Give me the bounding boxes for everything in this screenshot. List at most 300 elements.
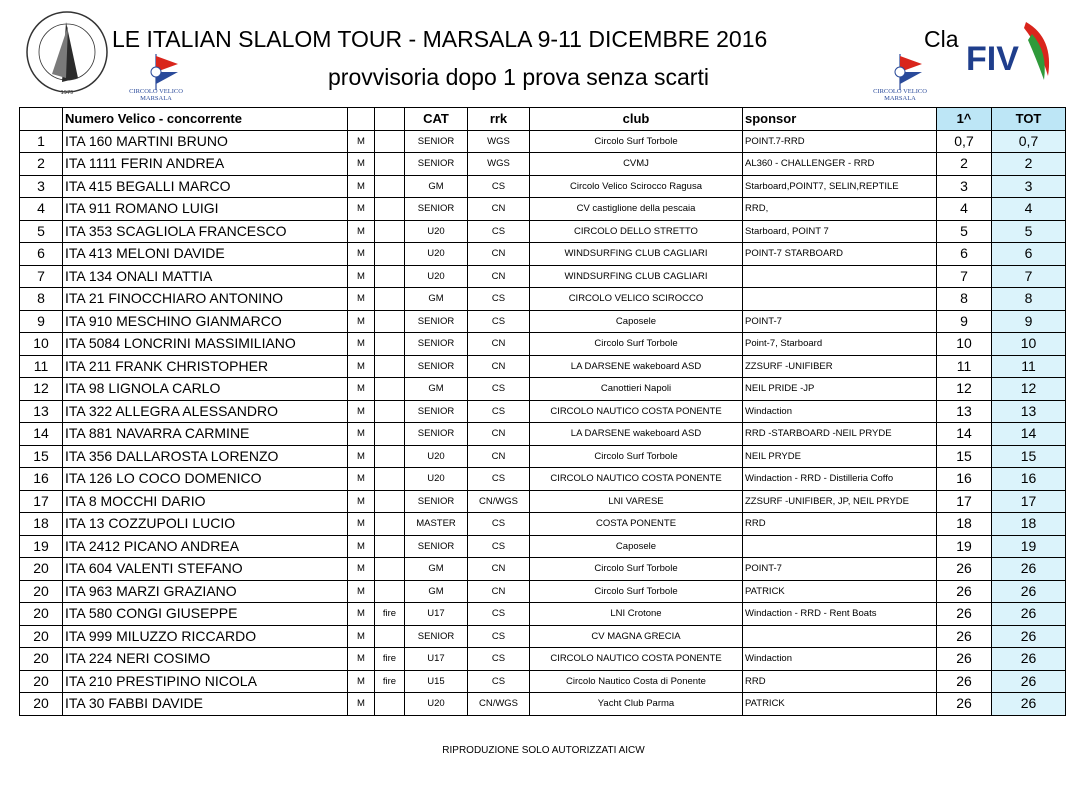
- cell-sex: M: [348, 333, 375, 356]
- cell-cat: SENIOR: [405, 535, 468, 558]
- cell-pos: 18: [20, 513, 63, 536]
- cell-cat: SENIOR: [405, 198, 468, 221]
- cell-tot: 18: [992, 513, 1066, 536]
- cell-cat: U15: [405, 670, 468, 693]
- cell-race1: 2: [937, 153, 992, 176]
- cell-cat: SENIOR: [405, 310, 468, 333]
- cell-pos: 20: [20, 625, 63, 648]
- cell-sex: M: [348, 220, 375, 243]
- cell-tot: 5: [992, 220, 1066, 243]
- cell-cat: GM: [405, 580, 468, 603]
- table-row: [20, 243, 1066, 266]
- cell-sponsor: POINT-7: [743, 558, 937, 581]
- cell-club: Circolo Nautico Costa di Ponente: [530, 670, 743, 693]
- cell-rrk: CN/WGS: [468, 490, 530, 513]
- cell-cat: GM: [405, 288, 468, 311]
- cell-rrk: CS: [468, 535, 530, 558]
- table-row: [20, 333, 1066, 356]
- cell-fire: [375, 153, 405, 176]
- header-club: club: [530, 108, 743, 131]
- cell-rrk: CN: [468, 355, 530, 378]
- cell-cat: GM: [405, 378, 468, 401]
- cell-club: LNI Crotone: [530, 603, 743, 626]
- cell-cat: U17: [405, 648, 468, 671]
- table-row: [20, 648, 1066, 671]
- header-rrk: rrk: [468, 108, 530, 131]
- cell-sponsor: Starboard, POINT 7: [743, 220, 937, 243]
- cell-name: ITA 963 MARZI GRAZIANO: [63, 580, 348, 603]
- cell-rrk: CS: [468, 310, 530, 333]
- cell-cat: U20: [405, 220, 468, 243]
- cell-pos: 16: [20, 468, 63, 491]
- cell-name: ITA 8 MOCCHI DARIO: [63, 490, 348, 513]
- cell-race1: 15: [937, 445, 992, 468]
- cell-tot: 4: [992, 198, 1066, 221]
- cell-fire: fire: [375, 603, 405, 626]
- cell-name: ITA 126 LO COCO DOMENICO: [63, 468, 348, 491]
- cell-name: ITA 98 LIGNOLA CARLO: [63, 378, 348, 401]
- cell-sex: M: [348, 175, 375, 198]
- cell-cat: U20: [405, 243, 468, 266]
- cell-pos: 17: [20, 490, 63, 513]
- cell-tot: 0,7: [992, 130, 1066, 153]
- cell-cat: U20: [405, 265, 468, 288]
- cell-rrk: CS: [468, 670, 530, 693]
- cell-name: ITA 5084 LONCRINI MASSIMILIANO: [63, 333, 348, 356]
- cell-sponsor: RRD -STARBOARD -NEIL PRYDE: [743, 423, 937, 446]
- cell-pos: 11: [20, 355, 63, 378]
- cell-name: ITA 910 MESCHINO GIANMARCO: [63, 310, 348, 333]
- cell-club: Circolo Surf Torbole: [530, 580, 743, 603]
- cell-race1: 18: [937, 513, 992, 536]
- cell-sex: M: [348, 265, 375, 288]
- cell-club: CVMJ: [530, 153, 743, 176]
- cell-name: ITA 224 NERI COSIMO: [63, 648, 348, 671]
- cell-sex: M: [348, 625, 375, 648]
- cell-fire: [375, 288, 405, 311]
- cell-sex: M: [348, 400, 375, 423]
- cell-sponsor: Windaction - RRD - Distilleria Coffo: [743, 468, 937, 491]
- cell-fire: [375, 445, 405, 468]
- table-row: [20, 175, 1066, 198]
- cell-rrk: CN: [468, 423, 530, 446]
- cell-sex: M: [348, 490, 375, 513]
- cell-tot: 2: [992, 153, 1066, 176]
- header-sponsor: sponsor: [743, 108, 937, 131]
- cell-sponsor: ZZSURF -UNIFIBER, JP, NEIL PRYDE: [743, 490, 937, 513]
- cell-race1: 10: [937, 333, 992, 356]
- cell-race1: 9: [937, 310, 992, 333]
- cell-sponsor: Windaction - RRD - Rent Boats: [743, 603, 937, 626]
- table-row: [20, 130, 1066, 153]
- cell-pos: 1: [20, 130, 63, 153]
- cell-race1: 26: [937, 558, 992, 581]
- cell-race1: 6: [937, 243, 992, 266]
- cell-rrk: CS: [468, 625, 530, 648]
- cell-club: Circolo Surf Torbole: [530, 333, 743, 356]
- cell-fire: [375, 423, 405, 446]
- cell-sex: M: [348, 535, 375, 558]
- cell-fire: [375, 625, 405, 648]
- cell-sponsor: RRD,: [743, 198, 937, 221]
- cell-tot: 26: [992, 558, 1066, 581]
- cell-fire: [375, 265, 405, 288]
- cell-sex: M: [348, 445, 375, 468]
- cell-sex: M: [348, 468, 375, 491]
- cell-pos: 20: [20, 580, 63, 603]
- cell-sex: M: [348, 130, 375, 153]
- cell-club: Caposele: [530, 535, 743, 558]
- cell-pos: 8: [20, 288, 63, 311]
- cell-name: ITA 160 MARTINI BRUNO: [63, 130, 348, 153]
- table-row: [20, 310, 1066, 333]
- cv-marsala-logo-right: [860, 52, 940, 102]
- cell-race1: 26: [937, 580, 992, 603]
- table-row: [20, 625, 1066, 648]
- cell-rrk: CS: [468, 378, 530, 401]
- cell-rrk: CS: [468, 513, 530, 536]
- cell-pos: 20: [20, 693, 63, 716]
- cell-fire: [375, 355, 405, 378]
- cell-sex: M: [348, 288, 375, 311]
- table-header-row: [20, 108, 1066, 131]
- cell-fire: [375, 130, 405, 153]
- cell-pos: 20: [20, 670, 63, 693]
- cell-pos: 5: [20, 220, 63, 243]
- cell-cat: SENIOR: [405, 355, 468, 378]
- cell-sex: M: [348, 603, 375, 626]
- cell-cat: SENIOR: [405, 423, 468, 446]
- cell-fire: [375, 175, 405, 198]
- cell-rrk: CS: [468, 648, 530, 671]
- cell-rrk: CN: [468, 333, 530, 356]
- cell-club: CV castiglione della pescaia: [530, 198, 743, 221]
- cell-rrk: CN: [468, 580, 530, 603]
- table-row: [20, 220, 1066, 243]
- cell-fire: [375, 468, 405, 491]
- cell-race1: 19: [937, 535, 992, 558]
- cell-race1: 8: [937, 288, 992, 311]
- cell-sex: M: [348, 580, 375, 603]
- cell-sex: M: [348, 310, 375, 333]
- cell-sex: M: [348, 355, 375, 378]
- cell-rrk: CS: [468, 603, 530, 626]
- cell-pos: 20: [20, 648, 63, 671]
- cell-name: ITA 415 BEGALLI MARCO: [63, 175, 348, 198]
- results-body: [20, 130, 1066, 715]
- cell-race1: 13: [937, 400, 992, 423]
- cell-race1: 11: [937, 355, 992, 378]
- cell-tot: 26: [992, 580, 1066, 603]
- table-row: [20, 603, 1066, 626]
- cell-sponsor: AL360 - CHALLENGER - RRD: [743, 153, 937, 176]
- cv-caption-left: CIRCOLO VELICO MARSALA: [129, 88, 183, 102]
- cell-pos: 20: [20, 558, 63, 581]
- cell-tot: 17: [992, 490, 1066, 513]
- cell-pos: 13: [20, 400, 63, 423]
- cell-name: ITA 911 ROMANO LUIGI: [63, 198, 348, 221]
- page-title-tail: Cla: [924, 26, 959, 52]
- header-cat: CAT: [405, 108, 468, 131]
- cell-cat: U20: [405, 468, 468, 491]
- cell-fire: [375, 310, 405, 333]
- cell-sponsor: [743, 265, 937, 288]
- cell-cat: SENIOR: [405, 625, 468, 648]
- cell-club: Circolo Surf Torbole: [530, 558, 743, 581]
- cell-fire: [375, 513, 405, 536]
- cv-marsala-logo-left: [116, 52, 196, 102]
- cell-sponsor: [743, 288, 937, 311]
- table-row: [20, 535, 1066, 558]
- cell-sex: M: [348, 513, 375, 536]
- table-row: [20, 670, 1066, 693]
- cell-name: ITA 210 PRESTIPINO NICOLA: [63, 670, 348, 693]
- cell-race1: 4: [937, 198, 992, 221]
- cell-club: Canottieri Napoli: [530, 378, 743, 401]
- cell-club: Circolo Surf Torbole: [530, 445, 743, 468]
- cell-name: ITA 13 COZZUPOLI LUCIO: [63, 513, 348, 536]
- cell-race1: 7: [937, 265, 992, 288]
- table-row: [20, 445, 1066, 468]
- cell-name: ITA 21 FINOCCHIARO ANTONINO: [63, 288, 348, 311]
- cell-sponsor: Windaction: [743, 648, 937, 671]
- cell-fire: [375, 693, 405, 716]
- svg-text:FIV: FIV: [966, 40, 1019, 78]
- cell-club: WINDSURFING CLUB CAGLIARI: [530, 243, 743, 266]
- cell-sponsor: ZZSURF -UNIFIBER: [743, 355, 937, 378]
- cell-name: ITA 211 FRANK CHRISTOPHER: [63, 355, 348, 378]
- cell-club: Yacht Club Parma: [530, 693, 743, 716]
- cell-sponsor: PATRICK: [743, 580, 937, 603]
- header-tot: TOT: [992, 108, 1066, 131]
- cell-rrk: CS: [468, 175, 530, 198]
- results-table: [19, 107, 1066, 716]
- cell-tot: 26: [992, 625, 1066, 648]
- cell-sponsor: RRD: [743, 513, 937, 536]
- cell-club: Circolo Velico Scirocco Ragusa: [530, 175, 743, 198]
- cell-tot: 10: [992, 333, 1066, 356]
- cell-club: CIRCOLO NAUTICO COSTA PONENTE: [530, 468, 743, 491]
- cell-sex: M: [348, 670, 375, 693]
- cell-club: CIRCOLO NAUTICO COSTA PONENTE: [530, 648, 743, 671]
- cell-sponsor: RRD: [743, 670, 937, 693]
- cell-tot: 11: [992, 355, 1066, 378]
- table-row: [20, 513, 1066, 536]
- cell-rrk: CN: [468, 198, 530, 221]
- cell-sex: M: [348, 558, 375, 581]
- cell-tot: 16: [992, 468, 1066, 491]
- cell-fire: [375, 333, 405, 356]
- cell-fire: [375, 535, 405, 558]
- aicw-logo: [22, 8, 112, 100]
- cell-rrk: CN: [468, 243, 530, 266]
- cell-fire: fire: [375, 670, 405, 693]
- cell-fire: [375, 378, 405, 401]
- cell-cat: U20: [405, 445, 468, 468]
- cell-sponsor: POINT.7-RRD: [743, 130, 937, 153]
- cell-rrk: CS: [468, 400, 530, 423]
- cell-sex: M: [348, 153, 375, 176]
- cell-tot: 14: [992, 423, 1066, 446]
- cell-club: CV MAGNA GRECIA: [530, 625, 743, 648]
- cell-race1: 5: [937, 220, 992, 243]
- cell-cat: SENIOR: [405, 153, 468, 176]
- cell-rrk: CN/WGS: [468, 693, 530, 716]
- table-row: [20, 423, 1066, 446]
- cell-tot: 3: [992, 175, 1066, 198]
- cell-race1: 17: [937, 490, 992, 513]
- cell-sponsor: Windaction: [743, 400, 937, 423]
- cell-rrk: CS: [468, 468, 530, 491]
- header-pos: [20, 108, 63, 131]
- cell-sponsor: POINT-7 STARBOARD: [743, 243, 937, 266]
- page-title: LE ITALIAN SLALOM TOUR - MARSALA 9-11 DICEMBRE 2016: [112, 26, 768, 52]
- cell-pos: 7: [20, 265, 63, 288]
- cell-name: ITA 999 MILUZZO RICCARDO: [63, 625, 348, 648]
- table-row: [20, 378, 1066, 401]
- cell-rrk: WGS: [468, 130, 530, 153]
- cell-club: LNI VARESE: [530, 490, 743, 513]
- cell-tot: 7: [992, 265, 1066, 288]
- cell-race1: 26: [937, 670, 992, 693]
- cell-club: WINDSURFING CLUB CAGLIARI: [530, 265, 743, 288]
- cv-caption-right: CIRCOLO VELICO MARSALA: [873, 88, 927, 102]
- table-row: [20, 490, 1066, 513]
- header-sex: [348, 108, 375, 131]
- cell-sex: M: [348, 243, 375, 266]
- cell-club: COSTA PONENTE: [530, 513, 743, 536]
- cell-sex: M: [348, 378, 375, 401]
- cell-name: ITA 356 DALLAROSTA LORENZO: [63, 445, 348, 468]
- cell-name: ITA 1111 FERIN ANDREA: [63, 153, 348, 176]
- cell-cat: MASTER: [405, 513, 468, 536]
- cell-pos: 10: [20, 333, 63, 356]
- table-row: [20, 198, 1066, 221]
- table-row: [20, 153, 1066, 176]
- cell-club: Caposele: [530, 310, 743, 333]
- cell-name: ITA 353 SCAGLIOLA FRANCESCO: [63, 220, 348, 243]
- cell-rrk: CS: [468, 220, 530, 243]
- cell-rrk: CN: [468, 558, 530, 581]
- table-row: [20, 400, 1066, 423]
- cell-rrk: CN: [468, 265, 530, 288]
- cell-cat: SENIOR: [405, 490, 468, 513]
- cell-name: ITA 134 ONALI MATTIA: [63, 265, 348, 288]
- cell-race1: 26: [937, 603, 992, 626]
- cell-pos: 15: [20, 445, 63, 468]
- cell-cat: U17: [405, 603, 468, 626]
- fiv-logo: [962, 18, 1062, 90]
- cell-sex: M: [348, 648, 375, 671]
- header-race1: 1^: [937, 108, 992, 131]
- cell-tot: 8: [992, 288, 1066, 311]
- cell-pos: 2: [20, 153, 63, 176]
- table-row: [20, 265, 1066, 288]
- cell-fire: [375, 400, 405, 423]
- cell-pos: 6: [20, 243, 63, 266]
- cell-race1: 3: [937, 175, 992, 198]
- cell-club: LA DARSENE wakeboard ASD: [530, 355, 743, 378]
- table-row: [20, 580, 1066, 603]
- cell-race1: 26: [937, 648, 992, 671]
- cell-tot: 9: [992, 310, 1066, 333]
- cell-tot: 26: [992, 603, 1066, 626]
- flag-icon: [116, 52, 196, 92]
- cell-pos: 19: [20, 535, 63, 558]
- cell-fire: fire: [375, 648, 405, 671]
- cell-cat: GM: [405, 175, 468, 198]
- svg-text:1975: 1975: [60, 90, 74, 96]
- cell-sponsor: [743, 535, 937, 558]
- cell-pos: 12: [20, 378, 63, 401]
- table-row: [20, 468, 1066, 491]
- cell-name: ITA 604 VALENTI STEFANO: [63, 558, 348, 581]
- cell-tot: 26: [992, 670, 1066, 693]
- table-row: [20, 288, 1066, 311]
- cell-sex: M: [348, 423, 375, 446]
- cell-pos: 14: [20, 423, 63, 446]
- footer-note: RIPRODUZIONE SOLO AUTORIZZATI AICW: [442, 745, 645, 756]
- cell-pos: 20: [20, 603, 63, 626]
- cell-pos: 4: [20, 198, 63, 221]
- cell-race1: 14: [937, 423, 992, 446]
- cell-sponsor: POINT-7: [743, 310, 937, 333]
- cell-cat: SENIOR: [405, 333, 468, 356]
- cell-tot: 26: [992, 648, 1066, 671]
- cell-fire: [375, 198, 405, 221]
- cell-club: CIRCOLO DELLO STRETTO: [530, 220, 743, 243]
- cell-club: LA DARSENE wakeboard ASD: [530, 423, 743, 446]
- table-row: [20, 693, 1066, 716]
- header-fire: [375, 108, 405, 131]
- cell-sponsor: NEIL PRIDE -JP: [743, 378, 937, 401]
- cell-cat: SENIOR: [405, 400, 468, 423]
- cell-tot: 6: [992, 243, 1066, 266]
- cell-tot: 13: [992, 400, 1066, 423]
- cell-name: ITA 413 MELONI DAVIDE: [63, 243, 348, 266]
- cell-name: ITA 322 ALLEGRA ALESSANDRO: [63, 400, 348, 423]
- page-subtitle: provvisoria dopo 1 prova senza scarti: [328, 64, 709, 90]
- table-row: [20, 558, 1066, 581]
- cell-cat: GM: [405, 558, 468, 581]
- cell-pos: 3: [20, 175, 63, 198]
- cell-tot: 15: [992, 445, 1066, 468]
- cell-fire: [375, 243, 405, 266]
- cell-fire: [375, 558, 405, 581]
- cell-club: CIRCOLO VELICO SCIROCCO: [530, 288, 743, 311]
- cell-race1: 26: [937, 625, 992, 648]
- cell-rrk: WGS: [468, 153, 530, 176]
- cell-rrk: CS: [468, 288, 530, 311]
- cell-sponsor: NEIL PRYDE: [743, 445, 937, 468]
- cell-name: ITA 881 NAVARRA CARMINE: [63, 423, 348, 446]
- cell-rrk: CN: [468, 445, 530, 468]
- cell-club: Circolo Surf Torbole: [530, 130, 743, 153]
- cell-fire: [375, 490, 405, 513]
- cell-race1: 16: [937, 468, 992, 491]
- table-row: [20, 355, 1066, 378]
- cell-cat: SENIOR: [405, 130, 468, 153]
- cell-club: CIRCOLO NAUTICO COSTA PONENTE: [530, 400, 743, 423]
- cell-tot: 26: [992, 693, 1066, 716]
- cell-sponsor: [743, 625, 937, 648]
- cell-race1: 12: [937, 378, 992, 401]
- cell-race1: 26: [937, 693, 992, 716]
- cell-fire: [375, 580, 405, 603]
- cell-sponsor: Starboard,POINT7, SELIN,REPTILE: [743, 175, 937, 198]
- flag-icon: [860, 52, 940, 92]
- cell-race1: 0,7: [937, 130, 992, 153]
